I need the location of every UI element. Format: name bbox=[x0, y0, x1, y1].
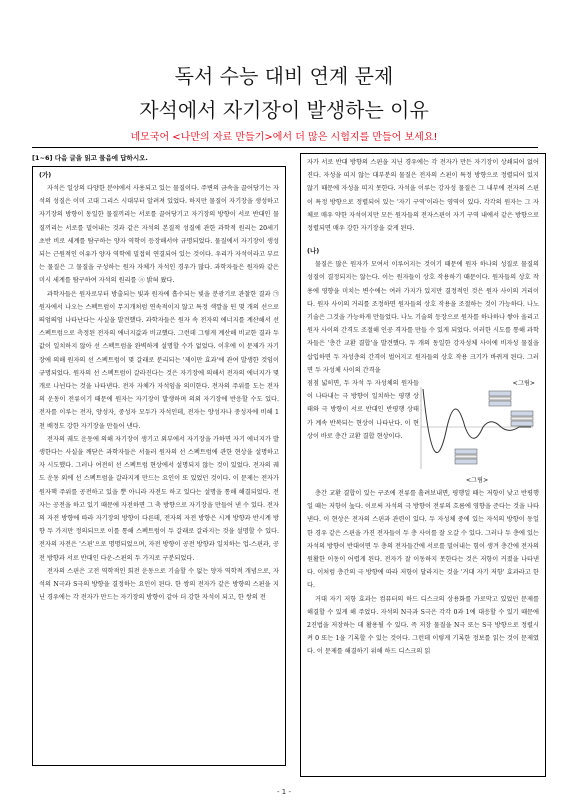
oscillation-graph bbox=[415, 377, 539, 473]
paragraph: 점점 넓히면, 두 자석 두 자성체의 원자들이 나타내는 극 방향이 일치하는 평행 상태와 극 방향이 서로 반대인 반평행 상태가 계속 반복되는 현상이 나타난다. 이 현상이 바로 층간 교환 결합 현상이다. bbox=[307, 380, 419, 440]
question-header: [1~6] 다음 글을 읽고 물음에 답하시오. bbox=[32, 154, 148, 162]
page-title-line1: 독서 수능 대비 연계 문제 bbox=[174, 64, 394, 88]
layer-stack-antiparallel bbox=[511, 411, 533, 426]
section-marker-ga: (가) bbox=[39, 171, 52, 179]
paragraph: 전자의 궤도 운동에 의해 자기장이 생기고 외부에서 자기장을 가하면 자기 에너지가 발생한다는 사실을 깨닫은 과학자들은 서둘러 원자의 선 스펙트럼에 관한 현상을 설명하고자 시도했다. 그러나 여전히 선 스펙트럼 현상에서 설명되지 않는 것이 있었다. 전자의 궤도 운동 외에 선 스펙트럼을 갈라지게 만드는 요인이 또 있었던 것이다. 이 문제는 전자가 원자핵 주위를 공전하고 있을 뿐 아니라 자전도 하고 있다는 설명을 통해 해결되었다. 전자는 공전을 하고 있기 때문에 자전하면 그 축 방향으로 자기장을 만들어 낸 수 있다. 전자의 자전 방향에 따라 자기장의 방향이 다른데, 전자의 자전 방향은 시계 방향과 반시계 방향 두 가지만 정의되므로 이를 통해 스펙트럼이 두 갈래로 갈라지는 것을 설명할 수 있다. 전자의 자전은 '스핀'으로 명명되었으며, 자전 방향이 공전 방향과 일치하는 업-스핀과, 공전 방향과 서로 반대인 다운-스핀의 두 가지로 구분되었다. bbox=[39, 435, 279, 562]
layer-stack-lower bbox=[455, 449, 477, 464]
left-column bbox=[32, 153, 286, 783]
figure-caption-bottom: <그림> bbox=[465, 477, 489, 485]
layer-stack-parallel bbox=[489, 391, 511, 406]
page-number: - 1 - bbox=[277, 788, 291, 796]
figure-caption-top: <그림> bbox=[512, 380, 535, 388]
passage-box-continued bbox=[300, 153, 546, 777]
section-marker-na: (나) bbox=[307, 247, 320, 256]
paragraph: 자석은 일상의 다양한 분야에서 사용되고 있는 물질이다. 주변의 금속을 끌어당기는 자석의 성질은 이미 고대 그리스 시대부터 알려져 있었다. 하지만 물질이 자기장을 생성하고 자기장의 방향이 동일한 물질끼리는 서로를 끌어당기고 자기장의 방향이 서로 반대인 물질끼리는 서로를 밀어내는 것과 같은 자석의 본질적 성질에 관한 과학적 원리는 20세기 초반 비로 세계를 탐구하는 양자 역학이 등장해서야 규명되었다. 물질에서 자기장이 생성되는 근원적인 이유가 양자 역학에 밀접히 연결되어 있는 것이다. 우리가 자석이라고 부르는 물질은 그 물질을 구성하는 원자 자체가 자석인 경우가 많다. 과학자들은 원자와 같은 미시 세계를 탐구하여 자석의 원리를 ⓐ 밝혀 왔다. bbox=[39, 185, 279, 285]
paragraph: 전자의 스핀은 고전 역학적인 회전 운동으로 기술할 수 없는 양자 역학적 개념으로, 자석의 N극과 S극의 방향을 결정하는 요인이 된다. 한 쌍의 전자가 같은 방향의 스핀을 지닌 경우에는 각 전자가 만드는 자기장의 방향이 같아 더 강한 자석이 되고, 한 쌍의 전 bbox=[39, 567, 279, 602]
page-title-line2: 자석에서 자기장이 발생하는 이유 bbox=[139, 98, 429, 122]
passage-box-ga bbox=[32, 166, 286, 766]
paragraph: 물질은 많은 원자가 모여서 이루어지는 것이기 때문에 원자 하나의 성질로 물질의 성질이 결정되지는 않는다. 이는 원자들이 상호 작용하기 때문이다. 원자들의 상호 작용에 영향을 미치는 변수에는 여러 가지가 있지만 결정적인 것은 원자 사이의 거리이다. 원자 사이의 거리를 조정하면 원자들의 상호 작용을 조절하는 것이 가능하다. 나노 기술은 그것을 가능하게 만들었다. 나노 기술의 등장으로 원자를 하나하나 쌓아 올리고 원자 사이의 간격도 조절해 인공 격자를 만들 수 있게 되었다. 이러한 시도를 통해 과학자들은 '층간 교환 결합'을 발견했다. 두 개의 동일한 강자성체 사이에 비자성 물질을 삽입하면 두 자성층의 간격이 벌어지고 원자들의 상호 작용 크기가 바뀌게 된다. 그러면 두 자성체 사이의 간격을 bbox=[307, 261, 539, 374]
section-gap bbox=[307, 235, 539, 245]
figure-block bbox=[307, 377, 539, 487]
title-divider bbox=[32, 147, 538, 148]
coupling-figure bbox=[415, 377, 539, 487]
paragraph: 층간 교환 결합이 있는 구조에 전류를 흘려보내면, 평행일 때는 저항이 낮고 반평행일 때는 저항이 높다. 이로써 자석의 극 방향이 전류의 흐름에 영향을 준다는 것을 나타낸다. 이 현상은 전자의 스핀과 관련이 있다. 두 자성체 중에 있는 자석의 방향이 동일한 경우 같은 스핀을 가진 전자들이 두 층 사이를 잘 오갈 수 있다. 그러나 두 층에 있는 자석의 방향이 반대이면 두 층의 전자들간에 서로를 밀어내는 힘이 생겨 층간에 전자의 원활한 이동이 어렵게 된다. 전자가 잘 이동하지 못한다는 것은 저항이 커졌을 나타낸다. 이처럼 층간의 극 방향에 따라 저항이 달라지는 것을 '거대 자기 저항' 효과라고 한다. bbox=[307, 490, 539, 590]
right-column bbox=[300, 153, 546, 783]
paragraph: 거대 자기 저항 효과는 컴퓨터의 하드 디스크의 상용화를 가로막고 있었던 문제를 해결할 수 있게 해 주었다. 자석의 N극과 S극은 각각 0과 1에 대응할 수 있기 때문에 2진법을 저장하는 데 활용될 수 있다. 즉 저장 물질을 N극 또는 S극 방향으로 정렬시켜 0 또는 1을 기록할 수 있는 것이다. 그런데 이렇게 기록한 정보를 읽는 것이 문제였다. 이 문제를 해결하기 위해 하드 디스크의 읽 bbox=[307, 595, 539, 656]
paragraph: 자가 서로 반대 방향의 스핀을 지닌 경우에는 각 전자가 만든 자기장이 상쇄되어 없어진다. 자성을 띠지 않는 대부분의 물질은 전자의 스핀이 특정 방향으로 정렬되어 있지 않기 때문에 자성을 띠지 못한다. 자석을 이루는 강자성 물질은 그 내부에 전자의 스핀이 특정 방향으로 정렬되어 있는 '자기 구역'이라는 영역이 있다. 각각의 원자는 그 자체로 매우 약한 자석이지만 모든 원자들의 전자스핀이 자기 구역 내에서 같은 방향으로 정렬되면 매우 강한 자기장을 갖게 된다. bbox=[307, 159, 539, 233]
subtitle-promo: 네모국어 <나만의 자료 만들기>에서 더 많은 시험지를 만들어 보세요! bbox=[130, 132, 438, 143]
paragraph: 과학자들은 원자로부터 방출되는 빛과 원자에 흡수되는 빛을 분광기로 관찰한 결과 ㉠ 원자에서 나오는 스펙트럼이 무지개처럼 연속적이지 않고 특정 색깔을 띤 몇 개의 선으로 띄엄띄엄 나타난다는 사실을 발견했다. 과학자들은 원자 속 전자의 에너지를 계산해서 선 스펙트럼으로 측정된 전자의 에너지값과 비교했다. 그런데 그렇게 계산해 비교한 결과 두 값이 일치하지 않아 선 스펙트럼을 완벽하게 설명할 수가 없었다. 이후에 이 문제가 자기장에 의해 원자의 선 스펙트럼이 몇 갈래로 분리되는 '제이만 효과'에 관여 발생한 것임이 규명되었다. 원자의 선 스펙트럼이 갈라진다는 것은 자기장에 의해서 전자의 에너지가 몇 개로 나뉜다는 것을 나타낸다. 전자 자체가 자석임을 의미한다. 전자의 주위를 도는 전자의 운동이 전류이기 때문에 원자는 자기장이 발생하며 의외 자기장에 반응할 수도 있다. 전자를 이루는 전자, 양성자, 중성자 모두가 자석인데, 전자는 양성자나 중성자에 비해 1천 배정도 강한 자기장을 만들어 낸다. bbox=[39, 290, 279, 430]
